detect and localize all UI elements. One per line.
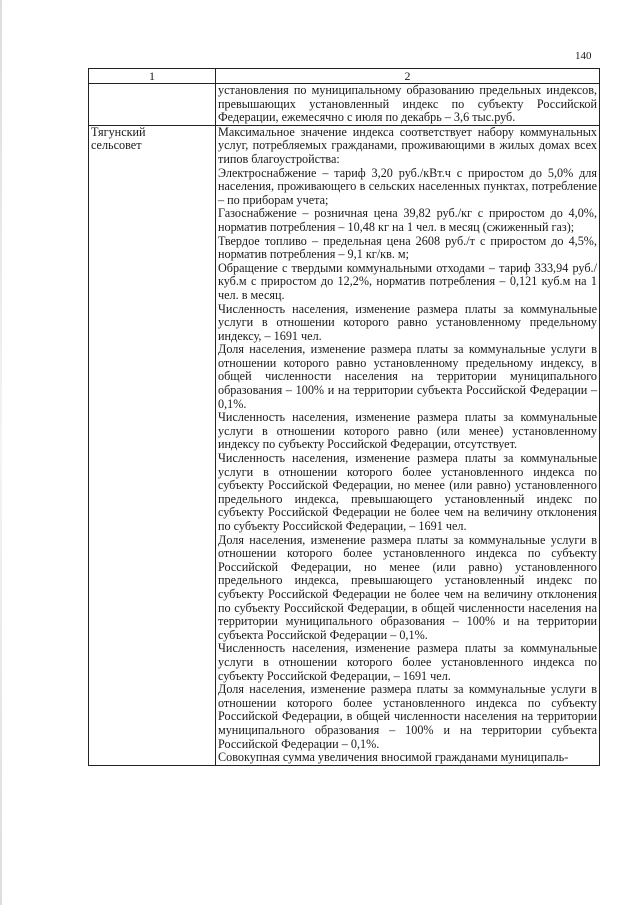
column-header-2: 2 (216, 69, 600, 84)
paragraph: Доля населения, изменение размера платы за коммунальные услуги в отношении которого более установленного индекса по субъекту Российской Федерации, но менее (или равно) установленного предельного индекса, превышающего установленный индекс по субъекту Российской Федерации не более чем на величину отклонения по субъекту Российской Федерации, в общей численности населения на территории муниципального образования – 100% и на территории субъекта Российской Федерации – 0,1%. (218, 532, 597, 642)
description-cell (216, 125, 600, 765)
table-row (89, 125, 600, 765)
paragraph: Твердое топливо – предельная цена 2608 руб./т с приростом до 4,5%, норматив потребления – 9,1 кг/кв. м; (218, 233, 597, 262)
paragraph: Доля населения, изменение размера платы за коммунальные услуги в отношении которого равно установленному предельному индексу, в общей численности населения на территории муниципального образования – 100% и на территории субъекта Российской Федерации – 0,1%. (218, 342, 597, 411)
column-header-1: 1 (89, 69, 216, 84)
municipality-cell (89, 125, 216, 765)
paragraph: Численность населения, изменение размера платы за коммунальные услуги в отношении которого более установленного индекса по субъекту Российской Федерации, но менее (или равно) установленного предельного индекса, превышающего установленный индекс по субъекту Российской Федерации не более чем на величину отклонения по субъекту Российской Федерации, – 1691 чел. (218, 451, 597, 533)
table-row-continuation (89, 84, 600, 126)
paragraph: Численность населения, изменение размера платы за коммунальные услуги в отношении которого равно (или менее) установленному индексу по субъекту Российской Федерации, отсутствует. (218, 410, 597, 452)
paragraph: Численность населения, изменение размера платы за коммунальные услуги в отношении которого более установленного индекса по субъекту Российской Федерации, – 1691 чел. (218, 641, 597, 683)
continuation-text: установления по муниципальному образованию предельных индексов, превышающих установленный индекс по субъекту Российской Федерации, ежемесячно с июля по декабрь – 3,6 тыс.руб. (218, 83, 597, 125)
paragraph: Численность населения, изменение размера платы за коммунальные услуги в отношении которого равно установленному предельному индексу, – 1691 чел. (218, 301, 597, 343)
paragraph: Доля населения, изменение размера платы за коммунальные услуги в отношении которого более установленного индекса по субъекту Российской Федерации, в общей численности населения на территории муниципального образования – 100% и на территории субъекта Российской Федерации – 0,1%. (218, 682, 597, 751)
municipality-cell-empty (89, 84, 216, 126)
description-cell (216, 84, 600, 126)
paragraph: Максимальное значение индекса соответствует набору коммунальных услуг, потребляемых гражданами, проживающими в жилых домах всех типов благоустройства: (218, 124, 597, 166)
paragraph: Обращение с твердыми коммунальными отходами – тариф 333,94 руб./куб.м с приростом до 12,2%, норматив потребления – 0,121 куб.м на 1 чел. в месяц. (218, 260, 597, 302)
municipality-name: Тягунский сельсовет (91, 124, 146, 153)
scan-edge (0, 0, 2, 905)
table-header-row (89, 69, 600, 84)
paragraph: Электроснабжение – тариф 3,20 руб./кВт.ч с приростом до 5,0% для населения, проживающего в сельских населенных пунктах, потребление – по приборам учета; (218, 165, 597, 207)
paragraph: Газоснабжение – розничная цена 39,82 руб./кг с приростом до 4,0%, норматив потребления – 10,48 кг на 1 чел. в месяц (сжиженный газ); (218, 206, 597, 234)
index-table (88, 68, 600, 766)
page-number: 140 (575, 50, 592, 62)
paragraph: Совокупная сумма увеличения вносимой гражданами муниципаль- (218, 751, 569, 765)
